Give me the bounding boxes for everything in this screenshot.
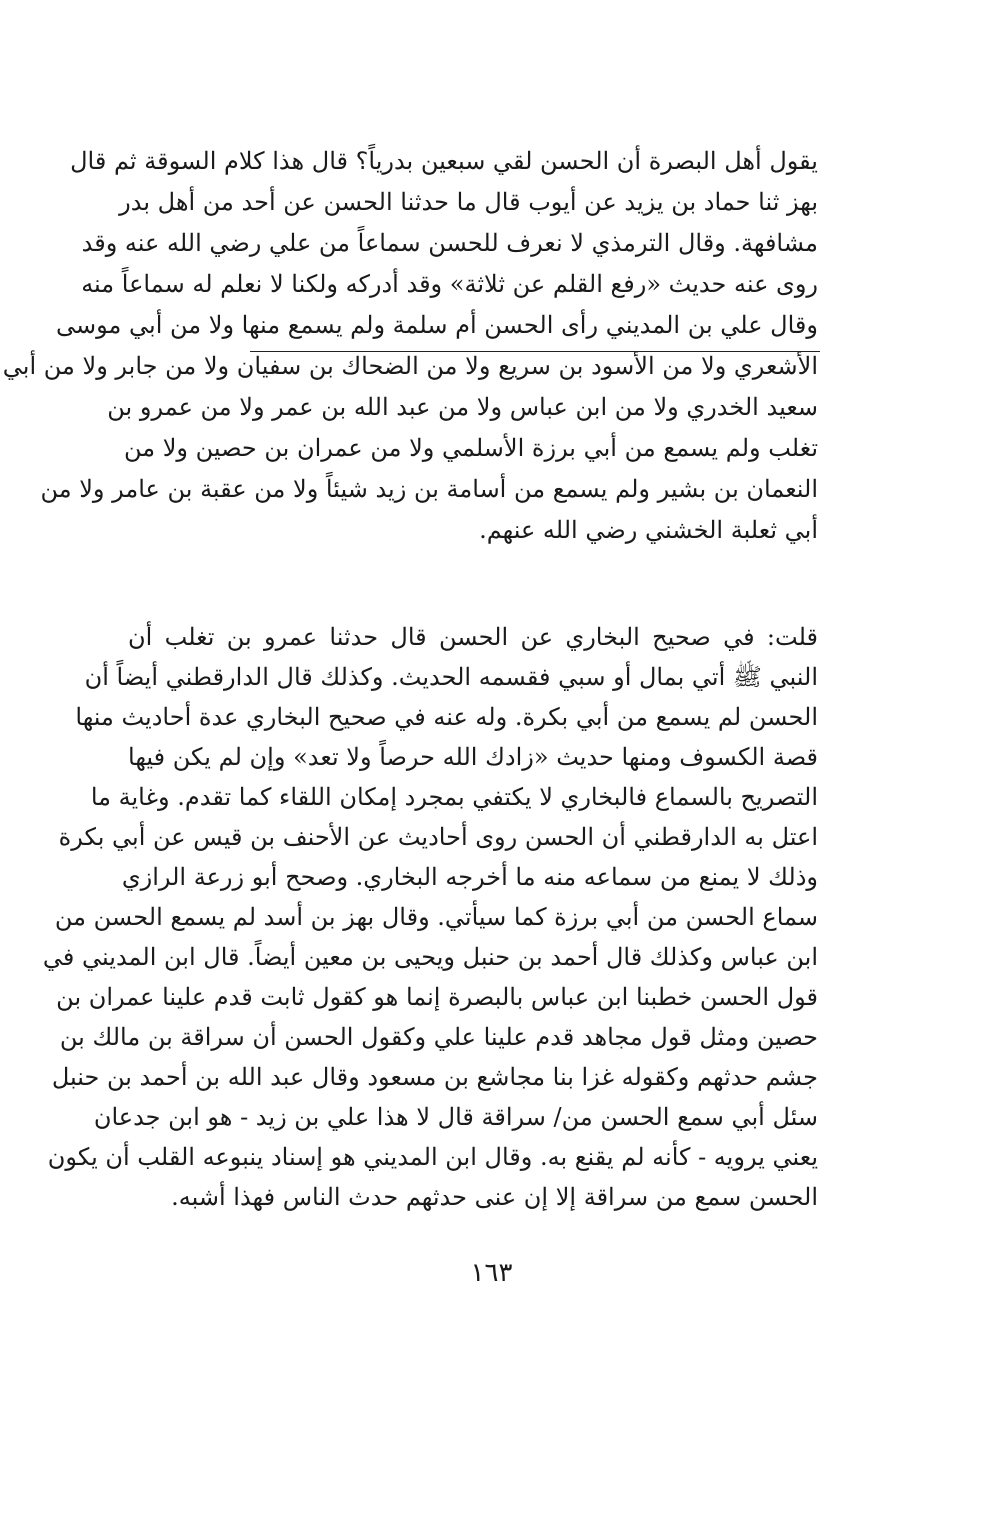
text-line: قلت: في صحيح البخاري عن الحسن قال حدثنا عمرو بن تغلب أن bbox=[128, 623, 818, 651]
text-line: قول الحسن خطبنا ابن عباس بالبصرة إنما هو كقول ثابت قدم علينا عمران بن bbox=[56, 983, 818, 1011]
text-line: سماع الحسن من أبي برزة كما سيأتي. وقال بهز بن أسد لم يسمع الحسن من bbox=[54, 903, 818, 931]
text-line: يقول أهل البصرة أن الحسن لقي سبعين بدرياً؟ قال هذا كلام السوقة ثم قال bbox=[70, 147, 818, 175]
text-line: سعيد الخدري ولا من ابن عباس ولا من عبد الله بن عمر ولا من عمرو بن bbox=[107, 393, 818, 421]
text-line: قصة الكسوف ومنها حديث «زادك الله حرصاً ولا تعد» وإن لم يكن فيها bbox=[128, 743, 818, 771]
text-line: التصريح بالسماع فالبخاري لا يكتفي بمجرد إمكان اللقاء كما تقدم. وغاية ما bbox=[90, 783, 818, 811]
text-line: النبي ﷺ أتي بمال أو سبي فقسمه الحديث. وكذلك قال الدارقطني أيضاً أن bbox=[84, 663, 818, 691]
text-line: أبي ثعلبة الخشني رضي الله عنهم. bbox=[479, 516, 818, 544]
text-line: النعمان بن بشير ولم يسمع من أسامة بن زيد شيئاً ولا من عقبة بن عامر ولا من bbox=[40, 475, 818, 503]
text-line: حصين ومثل قول مجاهد قدم علينا علي وكقول الحسن أن سراقة بن مالك بن bbox=[59, 1023, 818, 1051]
text-line: وقال علي بن المديني رأى الحسن أم سلمة ولم يسمع منها ولا من أبي موسى bbox=[56, 311, 818, 339]
text-line: بهز ثنا حماد بن يزيد عن أيوب قال ما حدثنا الحسن عن أحد من أهل بدر bbox=[119, 188, 818, 216]
text-line: الحسن لم يسمع من أبي بكرة. وله عنه في صحيح البخاري عدة أحاديث منها bbox=[75, 703, 818, 731]
text-line: وذلك لا يمنع من سماعه منه ما أخرجه البخاري. وصحح أبو زرعة الرازي bbox=[121, 863, 818, 891]
text-line: الحسن سمع من سراقة إلا إن عنى حدثهم حدث الناس فهذا أشبه. bbox=[171, 1183, 818, 1211]
text-line: مشافهة. وقال الترمذي لا نعرف للحسن سماعاً من علي رضي الله عنه وقد bbox=[81, 229, 818, 257]
text-line: جشم حدثهم وكقوله غزا بنا مجاشع بن مسعود وقال عبد الله بن أحمد بن حنبل bbox=[51, 1063, 818, 1091]
text-line: اعتل به الدارقطني أن الحسن روى أحاديث عن الأحنف بن قيس عن أبي بكرة bbox=[58, 823, 818, 851]
text-line: روى عنه حديث «رفع القلم عن ثلاثة» وقد أدركه ولكنا لا نعلم له سماعاً منه bbox=[81, 270, 818, 298]
page-number: ١٦٣ bbox=[470, 1258, 513, 1288]
text-line: الأشعري ولا من الأسود بن سريع ولا من الضحاك بن سفيان ولا من جابر ولا من أبي bbox=[2, 352, 818, 380]
text-line: سئل أبي سمع الحسن من/ سراقة قال لا هذا علي بن زيد - هو ابن جدعان bbox=[93, 1103, 818, 1131]
text-line: ابن عباس وكذلك قال أحمد بن حنبل ويحيى بن معين أيضاً. قال ابن المديني في bbox=[42, 943, 818, 971]
text-line: يعني يرويه - كأنه لم يقنع به. وقال ابن المديني هو إسناد ينبوعه القلب أن يكون bbox=[47, 1143, 818, 1171]
text-line: تغلب ولم يسمع من أبي برزة الأسلمي ولا من عمران بن حصين ولا من bbox=[123, 434, 818, 462]
handwritten-underline bbox=[250, 351, 820, 352]
